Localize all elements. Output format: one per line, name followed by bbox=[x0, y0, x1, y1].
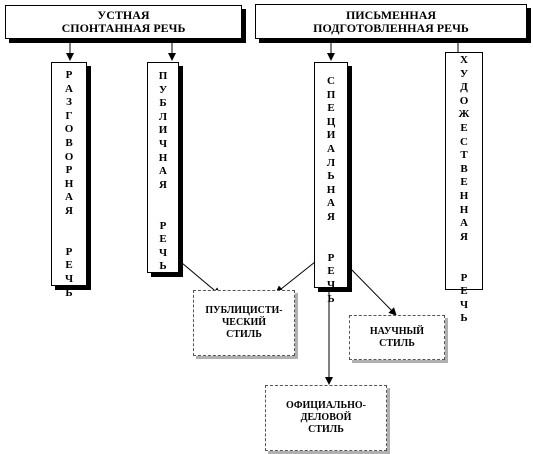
vertical-letter: Я bbox=[327, 210, 335, 223]
vertical-letter: Е bbox=[159, 233, 167, 246]
vertical-letter: И bbox=[158, 124, 168, 137]
vertical-letter: Р bbox=[159, 219, 167, 232]
vertical-letter: А bbox=[460, 217, 468, 230]
scientific-style-label: НАУЧНЫЙ СТИЛЬ bbox=[369, 325, 425, 349]
vertical-letter: Р bbox=[65, 245, 73, 258]
vertical-letter: Ч bbox=[158, 137, 168, 150]
vertical-letter: Л bbox=[326, 156, 336, 169]
vertical-letter bbox=[330, 225, 333, 239]
vertical-letter: П bbox=[326, 88, 336, 101]
vertical-letter: Т bbox=[460, 149, 468, 162]
journalistic-style-box bbox=[193, 290, 295, 356]
vertical-letter: У bbox=[158, 83, 168, 96]
vertical-letter: Р bbox=[65, 69, 73, 81]
vertical-letter: Ь bbox=[460, 312, 468, 325]
vertical-letter: Ч bbox=[64, 272, 74, 285]
arrow-special-to-scientific bbox=[346, 264, 396, 315]
vertical-letter: З bbox=[66, 96, 72, 109]
vertical-letter: Е bbox=[65, 259, 73, 272]
special-speech-box bbox=[314, 62, 348, 305]
vertical-letter: А bbox=[159, 165, 167, 178]
vertical-letter bbox=[68, 219, 71, 233]
journalistic-style-label: ПУБЛИЦИСТИ- ЧЕСКИЙ СТИЛЬ bbox=[205, 305, 283, 340]
vertical-letter: Е bbox=[460, 285, 468, 298]
vertical-label bbox=[459, 54, 470, 326]
vertical-letter bbox=[162, 192, 165, 206]
vertical-letter: Е bbox=[460, 176, 468, 189]
vertical-letter: А bbox=[65, 82, 73, 95]
vertical-letter: Е bbox=[327, 102, 335, 115]
vertical-letter: Ь bbox=[327, 292, 335, 305]
vertical-letter: Н bbox=[158, 151, 168, 164]
vertical-letter: Ч bbox=[459, 298, 469, 311]
vertical-letter: Р bbox=[460, 271, 468, 284]
vertical-letter: Е bbox=[460, 121, 468, 134]
vertical-letter: А bbox=[65, 191, 73, 204]
vertical-letter: С bbox=[460, 135, 468, 148]
vertical-letter: Р bbox=[327, 251, 335, 264]
vertical-letter: У bbox=[459, 67, 469, 80]
vertical-letter: А bbox=[327, 142, 335, 155]
oral-speech-label: УСТНАЯ СПОНТАННАЯ РЕЧЬ bbox=[61, 8, 186, 35]
artistic-speech-box bbox=[445, 52, 483, 325]
official-style-label: ОФИЦИАЛЬНО- ДЕЛОВОЙ СТИЛЬ bbox=[286, 400, 366, 435]
written-speech-box bbox=[255, 4, 527, 39]
colloquial-speech-box bbox=[51, 62, 87, 299]
vertical-letter: Н bbox=[459, 189, 469, 202]
vertical-letter: Р bbox=[65, 164, 73, 177]
vertical-letter: Д bbox=[460, 81, 468, 94]
vertical-letter: Ч bbox=[158, 246, 168, 259]
vertical-label bbox=[159, 70, 168, 274]
vertical-letter: О bbox=[64, 150, 74, 163]
vertical-letter: Ч bbox=[326, 278, 336, 291]
vertical-letter: Ь bbox=[327, 170, 335, 183]
vertical-letter: И bbox=[326, 129, 336, 142]
vertical-letter: Я bbox=[460, 230, 468, 243]
vertical-letter: Я bbox=[159, 178, 167, 191]
vertical-letter bbox=[463, 258, 466, 272]
written-speech-label: ПИСЬМЕННАЯ ПОДГОТОВЛЕННАЯ РЕЧЬ bbox=[313, 7, 469, 35]
vertical-letter: С bbox=[327, 75, 335, 87]
vertical-letter: Х bbox=[460, 54, 468, 66]
vertical-letter: Ж bbox=[458, 108, 470, 121]
vertical-letter: Г bbox=[65, 109, 73, 122]
vertical-letter: Ь bbox=[159, 260, 167, 273]
vertical-letter: А bbox=[327, 197, 335, 210]
vertical-label bbox=[65, 69, 74, 300]
vertical-letter: Ь bbox=[65, 286, 73, 299]
vertical-letter: В bbox=[460, 162, 468, 175]
vertical-letter bbox=[68, 232, 71, 246]
vertical-letter: Я bbox=[65, 204, 73, 217]
vertical-letter: Е bbox=[327, 265, 335, 278]
vertical-letter bbox=[330, 238, 333, 252]
scientific-style-box bbox=[349, 315, 445, 360]
vertical-letter: Ц bbox=[326, 115, 336, 128]
vertical-letter bbox=[463, 244, 466, 258]
oral-speech-box bbox=[5, 5, 242, 39]
vertical-letter: Н bbox=[326, 183, 336, 196]
vertical-letter: П bbox=[158, 70, 168, 82]
vertical-letter: Б bbox=[159, 97, 167, 110]
vertical-letter: Н bbox=[64, 177, 74, 190]
vertical-letter bbox=[162, 206, 165, 220]
public-speech-box bbox=[147, 62, 179, 273]
vertical-letter: Л bbox=[158, 110, 168, 123]
vertical-letter: О bbox=[64, 123, 74, 136]
vertical-letter: О bbox=[459, 94, 469, 107]
vertical-letter: В bbox=[65, 136, 73, 149]
vertical-letter: Н bbox=[459, 203, 469, 216]
official-style-box bbox=[265, 385, 387, 451]
vertical-label bbox=[327, 75, 336, 306]
